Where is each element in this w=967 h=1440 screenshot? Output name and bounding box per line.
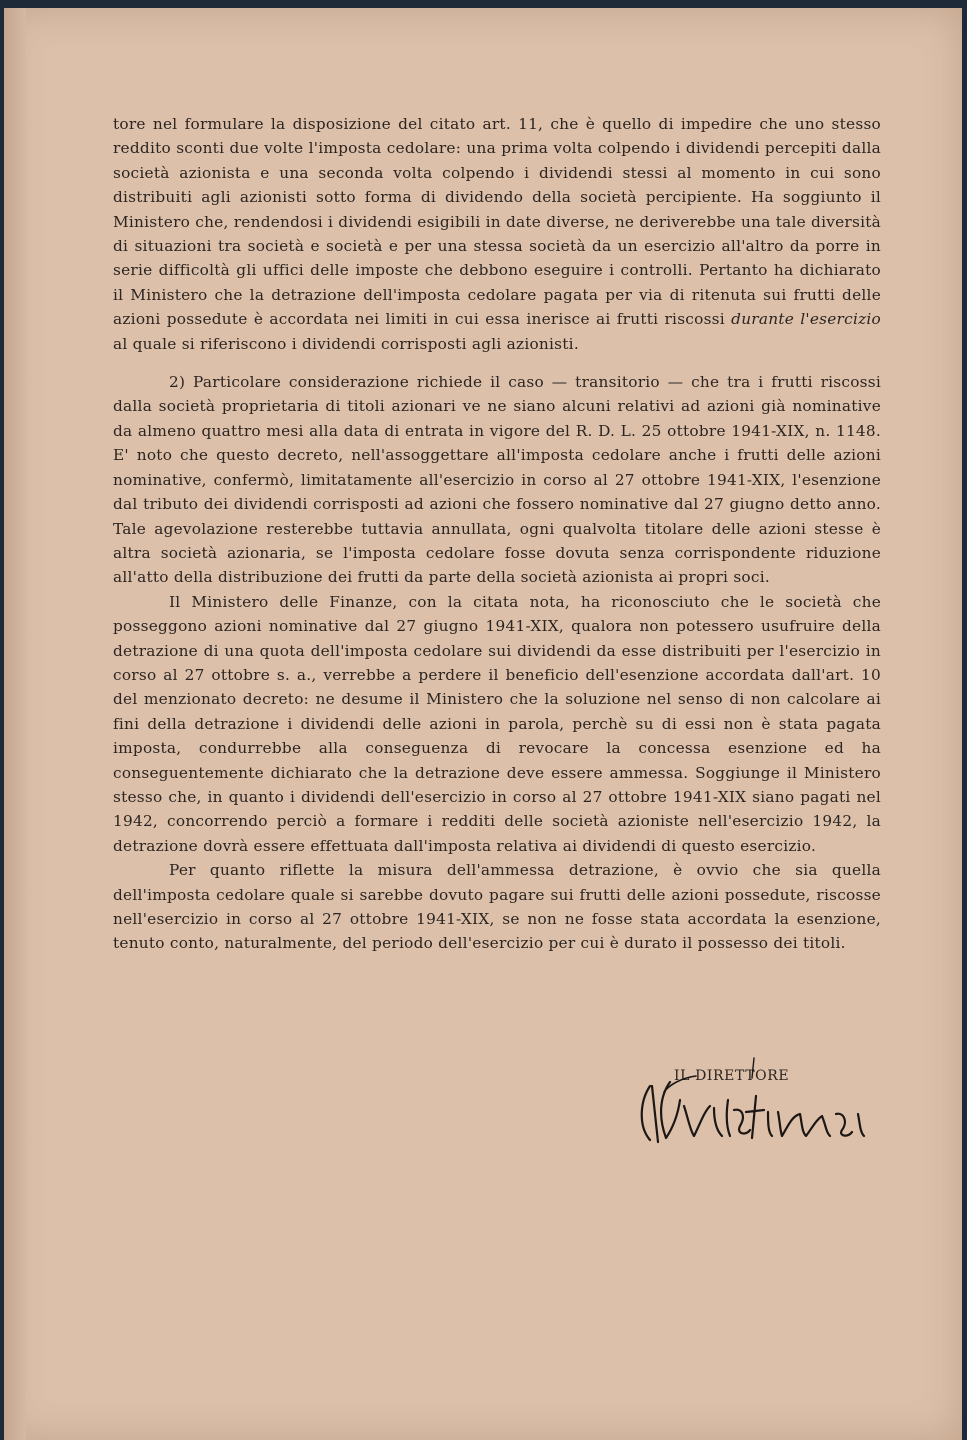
body-text bbox=[113, 112, 881, 956]
handwritten-signature bbox=[630, 1056, 890, 1152]
signature-title: IL DIRETTORE bbox=[674, 1068, 790, 1084]
paragraph-2: 2) Particolare considerazione richiede il caso — transitorio — che tra i frutti riscossi dalla società proprietaria di titoli azionari ve ne siano alcuni relativi ad azioni già nominative da almeno quattro mesi alla data di entrata in vigore del R. D. L. 25 ottobre 1941-XIX, n. 1148. E' noto che questo decreto, nell'assoggettare all'imposta cedolare anche i frutti delle azioni nominative, confermò, limitatamente all'esercizio in corso al 27 ottobre 1941-XIX, l'esenzione dal tributo dei dividendi corrisposti ad azioni che fossero nominative dal 27 giugno detto anno. Tale agevolazione resterebbe tuttavia annullata, ogni qualvolta titolare delle azioni stesse è altra società azionaria, se l'imposta cedolare fosse dovuta senza corrispondente riduzione all'atto della distribuzione dei frutti da parte della società azionista ai propri soci. bbox=[113, 373, 881, 587]
paragraph-3: Il Ministero delle Finanze, con la citata nota, ha riconosciuto che le società che posseggono azioni nominative dal 27 giugno 1941-XIX, qualora non potessero usufruire della detrazione di una quota dell'imposta cedolare sui dividendi da esse distribuiti per l'esercizio in corso al 27 ottobre s. a., verrebbe a perdere il beneficio dell'esenzione accordata dall'art. 10 del menzionato decreto: ne desume il Ministero che la soluzione nel senso di non calcolare ai fini della detrazione i dividendi delle azioni in parola, perchè su di essi non è stata pagata imposta, condurrebbe alla conseguenza di revocare la concessa esenzione ed ha conseguentemente dichiarato che la detrazione deve essere ammessa. Soggiunge il Ministero stesso che, in quanto i dividendi dell'esercizio in corso al 27 ottobre 1941-XIX siano pagati nel 1942, concorrendo perciò a formare i redditi delle società azioniste nell'esercizio 1942, la detrazione dovrà essere effettuata dall'imposta relativa ai dividendi di questo esercizio. bbox=[113, 592, 881, 855]
paragraph-1: tore nel formulare la disposizione del citato art. 11, che è quello di impedire che uno stesso reddito sconti due volte l'imposta cedolare: una prima volta colpendo i dividendi percepiti dalla società azionista e una seconda volta colpendo i dividendi stessi al momento in cui sono distribuiti agli azionisti sotto forma di dividendo della società percipiente. Ha soggiunto il Ministero che, rendendosi i dividendi esigibili in date diverse, ne deriverebbe una tale diversità di situazioni tra società e società e per una stessa società da un esercizio all'altro da porre in serie difficoltà gli uffici delle imposte che debbono eseguire i controlli. Pertanto ha dichiarato il Ministero che la detrazione dell'imposta cedolare pagata per via di ritenuta sui frutti delle azioni possedute è accordata nei limiti in cui essa inerisce ai frutti riscossi durante l'esercizio al quale si riferiscono i dividendi corrisposti agli azionisti. bbox=[113, 115, 881, 353]
page-binding-edge bbox=[4, 8, 26, 1440]
paragraph-4: Per quanto riflette la misura dell'ammessa detrazione, è ovvio che sia quella dell'imposta cedolare quale si sarebbe dovuto pagare sui frutti delle azioni possedute, riscosse nell'esercizio in corso al 27 ottobre 1941-XIX, se non ne fosse stata accordata la esenzione, tenuto conto, naturalmente, del periodo dell'esercizio per cui è durato il possesso dei titoli. bbox=[113, 861, 881, 953]
emphasis-phrase: durante l'esercizio bbox=[731, 310, 881, 329]
document-page bbox=[4, 8, 962, 1440]
